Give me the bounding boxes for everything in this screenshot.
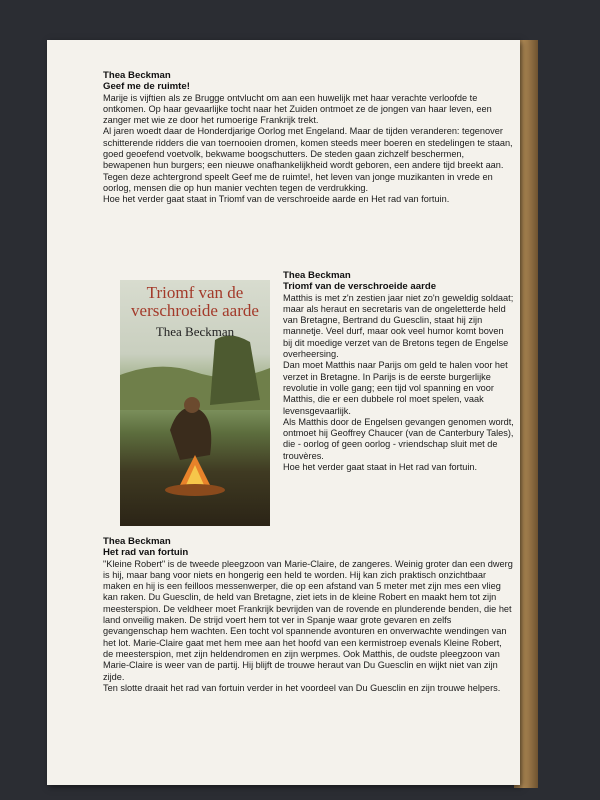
cover-title: Triomf van de verschroeide aarde [131,283,259,320]
author-name: Thea Beckman [103,70,171,81]
book-title: Triomf van de verschroeide aarde [283,281,437,293]
blurb-text [103,93,513,206]
blurb-paragraph: Hoe het verder gaat staat in Triomf van de verschroeide aarde en Het rad van fortuin. [103,194,450,205]
blurb-paragraph: Hoe het verder gaat staat in Het rad van fortuin. [283,462,478,473]
blurb-paragraph: "Kleine Robert" is de tweede pleegzoon van Marie-Claire, de zangeres. Weinig groter dan een dwerg is hij, maar bang voor niets en hongerig een held te worden. Hij kan zich praktisch onzichtbaar maken en hij is een feilloos messenwerper, die op een afstand van 5 meter met zijn mes een vlieg kan raken. Du Guesclin, de held van Bretagne, ziet iets in de kleine Robert en maakt hem tot zijn meesterspion. De veldheer moet Frankrijk bevrijden van de rovende en plunderende benden, die het land onveilig maken. De strijd voert hem tot ver in Spanje waar grote gevaren en zelfs gevangenschap hem wachten. Een tocht vol spannende avonturen en onverwachte wendingen van het lot. Marie-Claire gaat met hem mee aan het hoofd van een kermistroep evenals Kleine Robert, de meesterspion, met zijn heldendromen en zijn werpmes. Ook Matthis, de oudste pleegzoon van Marie-Claire is weer van de partij. Hij blijft de trouwe heraut van Du Guesclin en wijkt niet van zijn zijde. [103,558,513,682]
cover-image [120,280,270,526]
book-title: Het rad van fortuin [103,547,189,559]
section-geef-me-de-ruimte [103,70,513,206]
blurb-text [283,293,515,474]
section-triomf [283,270,515,473]
blurb-text [103,559,513,695]
book-title: Geef me de ruimte! [103,81,190,93]
blurb-paragraph: Matthis is met z'n zestien jaar niet zo'n geweldig soldaat; maar als heraut en secretaris van de ongeletterde held van Bretagne, Bertrand du Guesclin, staat hij zijn mannetje. Veel durf, maar ook veel humor komt boven bij dit moedige verzet van de Bretons tegen de Engelse overheersing. [283,292,514,360]
blurb-paragraph: Ten slotte draait het rad van fortuin verder in het voordeel van Du Guesclin en zijn trouwe helpers. [103,682,501,693]
author-name: Thea Beckman [103,536,171,547]
blurb-paragraph: Als Matthis door de Engelsen gevangen genomen wordt, ontmoet hij Geoffrey Chaucer (van de Canterbury Tales), die - oorlog of geen oorlog - vriendschap sluit met de trouvères. [283,416,514,461]
cover-author: Thea Beckman [155,324,235,339]
author-name: Thea Beckman [283,270,351,281]
blurb-paragraph: Tegen deze achtergrond speelt Geef me de ruimte!, het leven van jonge muzikanten in vrede en oorlog, mensen die op hun manier vechten tegen de verdrukking. [103,171,493,193]
blurb-paragraph: Dan moet Matthis naar Parijs om geld te halen voor het verzet in Bretagne. In Parijs is de eerste burgerlijke revolutie in volle gang; een tijd vol spanning en voor Matthis, die er een dubbele rol moet spelen, vaak levensgevaarlijk. [283,360,508,416]
section-het-rad-van-fortuin [103,536,513,694]
blurb-paragraph: Marije is vijftien als ze Brugge ontvlucht om aan een huwelijk met haar verachte verloofde te ontkomen. Op haar gevaarlijke tocht naar het Zuiden ontmoet ze de jongen van haar leven, een zanger met wie ze door het rumoerige Frankrijk trekt. [103,92,492,126]
book-back-cover [47,40,520,785]
blurb-paragraph: Al jaren woedt daar de Honderdjarige Oorlog met Engeland. Maar de tijden veranderen: tegenover schitterende ridders die van toernooien dromen, komen steeds meer boeren en stedelingen te staan, goed geoefend voetvolk, bekwame boogschutters. De steden gaan zichzelf beschermen, bewapenen hun burgers; een nieuwe onafhankelijkheid wordt geboren, een andere tijd breekt aan. [103,126,513,171]
